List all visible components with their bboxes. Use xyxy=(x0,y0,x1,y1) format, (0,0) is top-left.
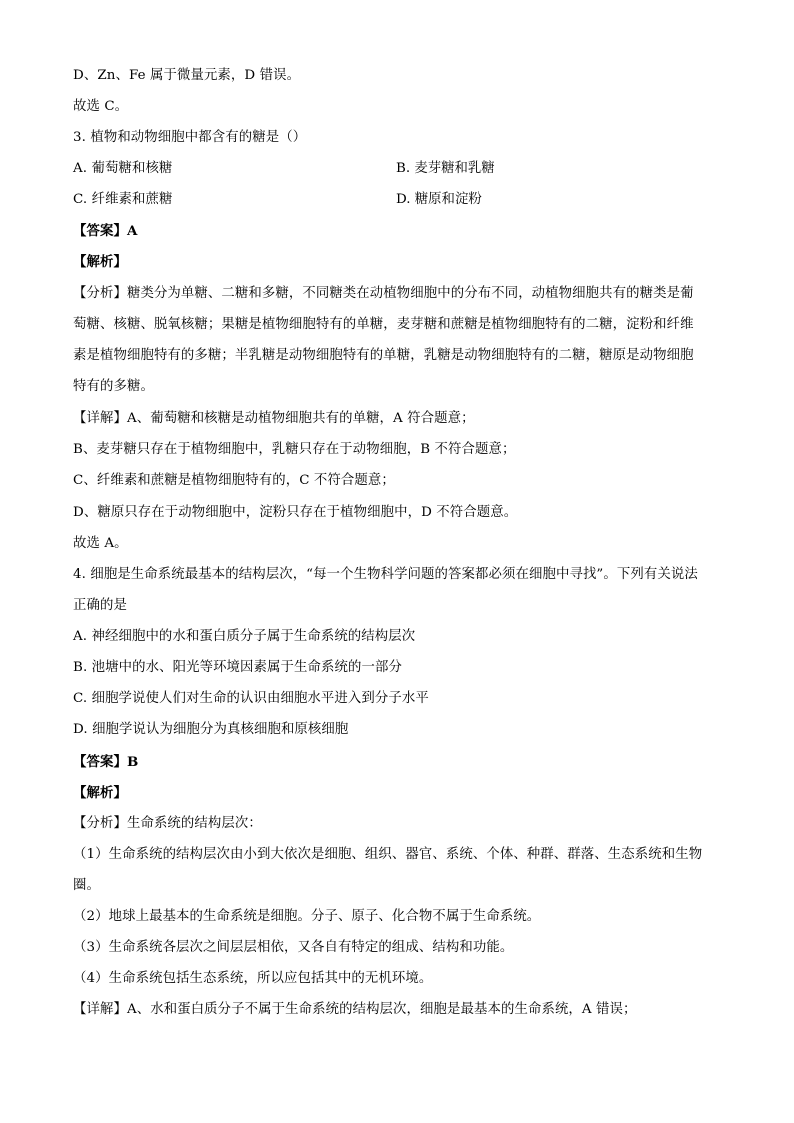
q3-option-d: D. 糖原和淀粉 xyxy=(396,192,482,207)
q4-option-d: D. 细胞学说认为细胞分为真核细胞和原核细胞 xyxy=(73,722,349,737)
text-line: 【分析】生命系统的结构层次： xyxy=(73,816,262,831)
question-3-stem: 3. 植物和动物细胞中都含有的糖是（） xyxy=(73,130,307,145)
text-line: 萄糖、核糖、脱氧核糖；果糖是植物细胞特有的单糖，麦芽糖和蔗糖是植物细胞特有的二糖，淀粉和纤维 xyxy=(73,317,694,332)
text-line: 圈。 xyxy=(73,878,100,893)
text-line: （1）生命系统的结构层次由小到大依次是细胞、组织、器官、系统、个体、种群、群落、生态系统和生物 xyxy=(73,847,703,862)
q3-option-c: C. 纤维素和蔗糖 xyxy=(73,192,173,207)
analysis-heading: 【解析】 xyxy=(73,785,127,801)
text-line: （4）生命系统包括生态系统，所以应包括其中的无机环境。 xyxy=(73,971,433,986)
text-line: 【分析】糖类分为单糖、二糖和多糖，不同糖类在动植物细胞中的分布不同，动植物细胞共有的糖类是葡 xyxy=(73,286,694,301)
text-line: 【详解】A、葡萄糖和核糖是动植物细胞共有的单糖，A 符合题意； xyxy=(73,411,475,426)
answer-label: 【答案】B xyxy=(73,754,139,770)
text-line: （3）生命系统各层次之间层层相依，又各自有特定的组成、结构和功能。 xyxy=(73,940,514,955)
answer-label: 【答案】A xyxy=(73,223,138,239)
question-4-stem: 4. 细胞是生命系统最基本的结构层次，“每一个生物科学问题的答案都必须在细胞中寻找”。下列有关说法 xyxy=(73,567,698,582)
q3-option-b: B. 麦芽糖和乳糖 xyxy=(396,161,495,176)
text-line: 特有的多糖。 xyxy=(73,379,154,394)
q4-option-b: B. 池塘中的水、阳光等环境因素属于生命系统的一部分 xyxy=(73,660,402,675)
q4-option-c: C. 细胞学说使人们对生命的认识由细胞水平进入到分子水平 xyxy=(73,691,429,706)
text-line: （2）地球上最基本的生命系统是细胞。分子、原子、化合物不属于生命系统。 xyxy=(73,909,541,924)
text-line: C、纤维素和蔗糖是植物细胞特有的，C 不符合题意； xyxy=(73,473,395,488)
text-line: 素是植物细胞特有的多糖；半乳糖是动物细胞特有的单糖，乳糖是动物细胞特有的二糖，糖原是动物细胞 xyxy=(73,348,694,363)
question-4-stem-cont: 正确的是 xyxy=(73,598,127,613)
q3-option-a: A. 葡萄糖和核糖 xyxy=(73,161,173,176)
text-line: 故选 C。 xyxy=(73,99,129,114)
q4-option-a: A. 神经细胞中的水和蛋白质分子属于生命系统的结构层次 xyxy=(73,629,416,644)
text-line: 故选 A。 xyxy=(73,536,128,551)
text-line: D、糖原只存在于动物细胞中，淀粉只存在于植物细胞中，D 不符合题意。 xyxy=(73,505,518,520)
text-line: 【详解】A、水和蛋白质分子不属于生命系统的结构层次，细胞是最基本的生命系统，A 错误； xyxy=(73,1002,637,1017)
text-line: D、Zn、Fe 属于微量元素，D 错误。 xyxy=(73,68,301,83)
analysis-heading: 【解析】 xyxy=(73,254,127,270)
text-line: B、麦芽糖只存在于植物细胞中，乳糖只存在于动物细胞，B 不符合题意； xyxy=(73,442,516,457)
